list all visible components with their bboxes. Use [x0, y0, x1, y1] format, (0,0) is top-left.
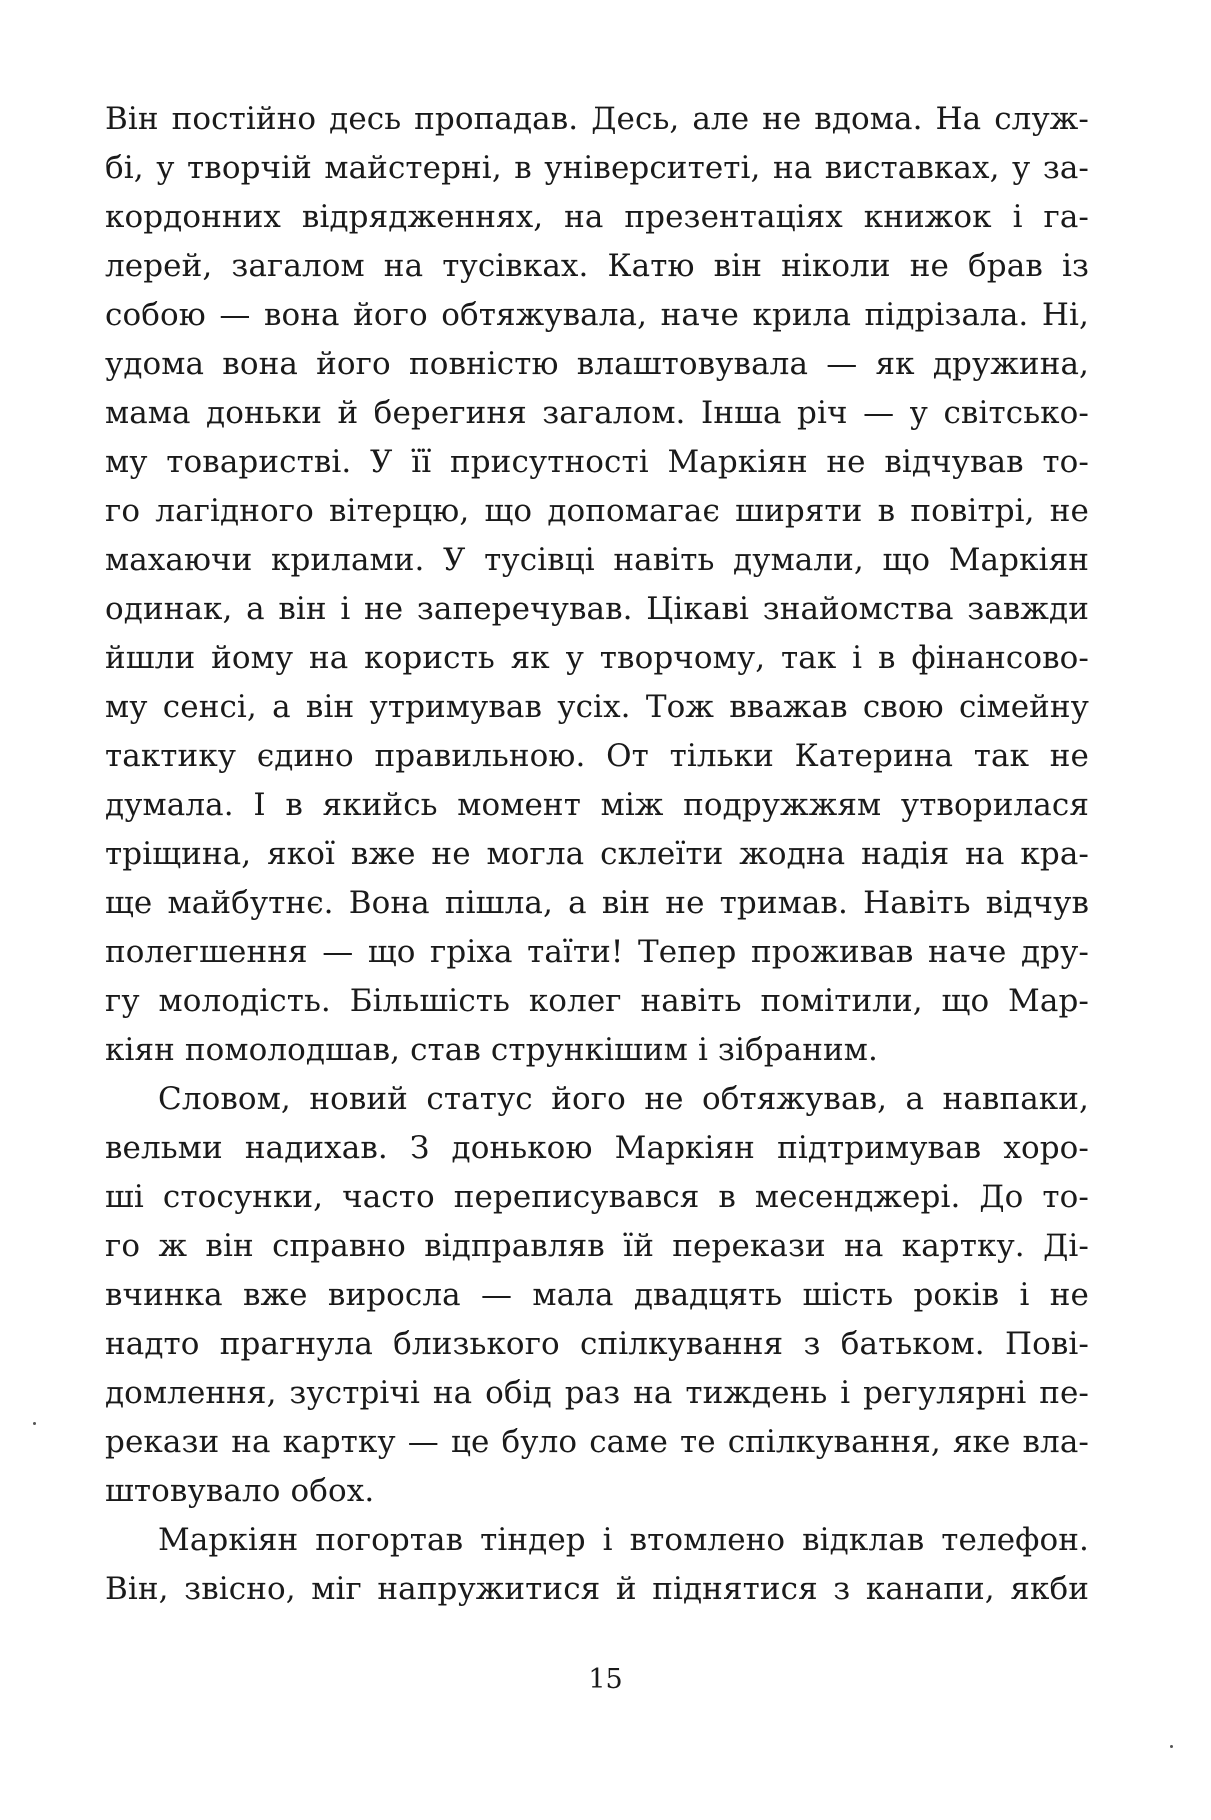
text-line: Він постійно десь пропадав. Десь, але не вдома. На служ- [105, 101, 1089, 137]
text-line: тактику єдино правильною. От тільки Катерина так не [105, 738, 1089, 774]
page-number: 15 [588, 1664, 623, 1695]
text-line: Словом, новий статус його не обтяжував, а навпаки, [158, 1081, 1089, 1117]
text-line: рекази на картку — це було саме те спілкування, яке вла- [105, 1424, 1089, 1460]
text-line: му товаристві. У її присутності Маркіян не відчував то- [105, 444, 1089, 480]
text-line: бі, у творчій майстерні, в університеті, на виставках, у за- [105, 150, 1089, 186]
text-line: кіян помолодшав, став стрункішим і зібраним. [105, 1032, 878, 1068]
text-line: мама доньки й берегиня загалом. Інша річ — у світсько- [105, 395, 1089, 431]
scan-speck [1170, 1745, 1173, 1748]
text-line: ші стосунки, часто переписувався в месенджері. До то- [105, 1179, 1089, 1215]
text-line: одинак, а він і не заперечував. Цікаві знайомства завжди [105, 591, 1089, 627]
text-line: го ж він справно відправляв їй перекази на картку. Ді- [105, 1228, 1089, 1264]
text-line: Він, звісно, міг напружитися й піднятися з канапи, якби [105, 1571, 1089, 1607]
text-line: гу молодість. Більшість колег навіть помітили, що Мар- [105, 983, 1089, 1019]
text-line: лерей, загалом на тусівках. Катю він ніколи не брав із [105, 248, 1089, 284]
text-line: собою — вона його обтяжувала, наче крила підрізала. Ні, [105, 297, 1089, 333]
text-line: Маркіян погортав тіндер і втомлено відклав телефон. [158, 1522, 1089, 1558]
text-line: кордонних відрядженнях, на презентаціях книжок і га- [105, 199, 1089, 235]
text-line: йшли йому на користь як у творчому, так і в фінансово- [105, 640, 1089, 676]
text-line: надто прагнула близького спілкування з батьком. Пові- [105, 1326, 1089, 1362]
text-line: удома вона його повністю влаштовувала — як дружина, [105, 346, 1089, 382]
text-line: домлення, зустрічі на обід раз на тиждень і регулярні пе- [105, 1375, 1089, 1411]
scan-speck [33, 1422, 36, 1425]
text-line: ще майбутнє. Вона пішла, а він не тримав. Навіть відчув [105, 885, 1089, 921]
text-line: вельми надихав. З донькою Маркіян підтримував хоро- [105, 1130, 1089, 1166]
text-line: тріщина, якої вже не могла склеїти жодна надія на кра- [105, 836, 1089, 872]
body-text [105, 95, 1089, 1614]
text-line: махаючи крилами. У тусівці навіть думали, що Маркіян [105, 542, 1089, 578]
text-line: го лагідного вітерцю, що допомагає ширяти в повітрі, не [105, 493, 1089, 529]
text-line: думала. І в якийсь момент між подружжям утворилася [105, 787, 1089, 823]
text-line: полегшення — що гріха таїти! Тепер проживав наче дру- [105, 934, 1089, 970]
text-line: вчинка вже виросла — мала двадцять шість років і не [105, 1277, 1089, 1313]
text-line: штовувало обох. [105, 1473, 375, 1509]
text-line: му сенсі, а він утримував усіх. Тож вважав свою сімейну [105, 689, 1089, 725]
